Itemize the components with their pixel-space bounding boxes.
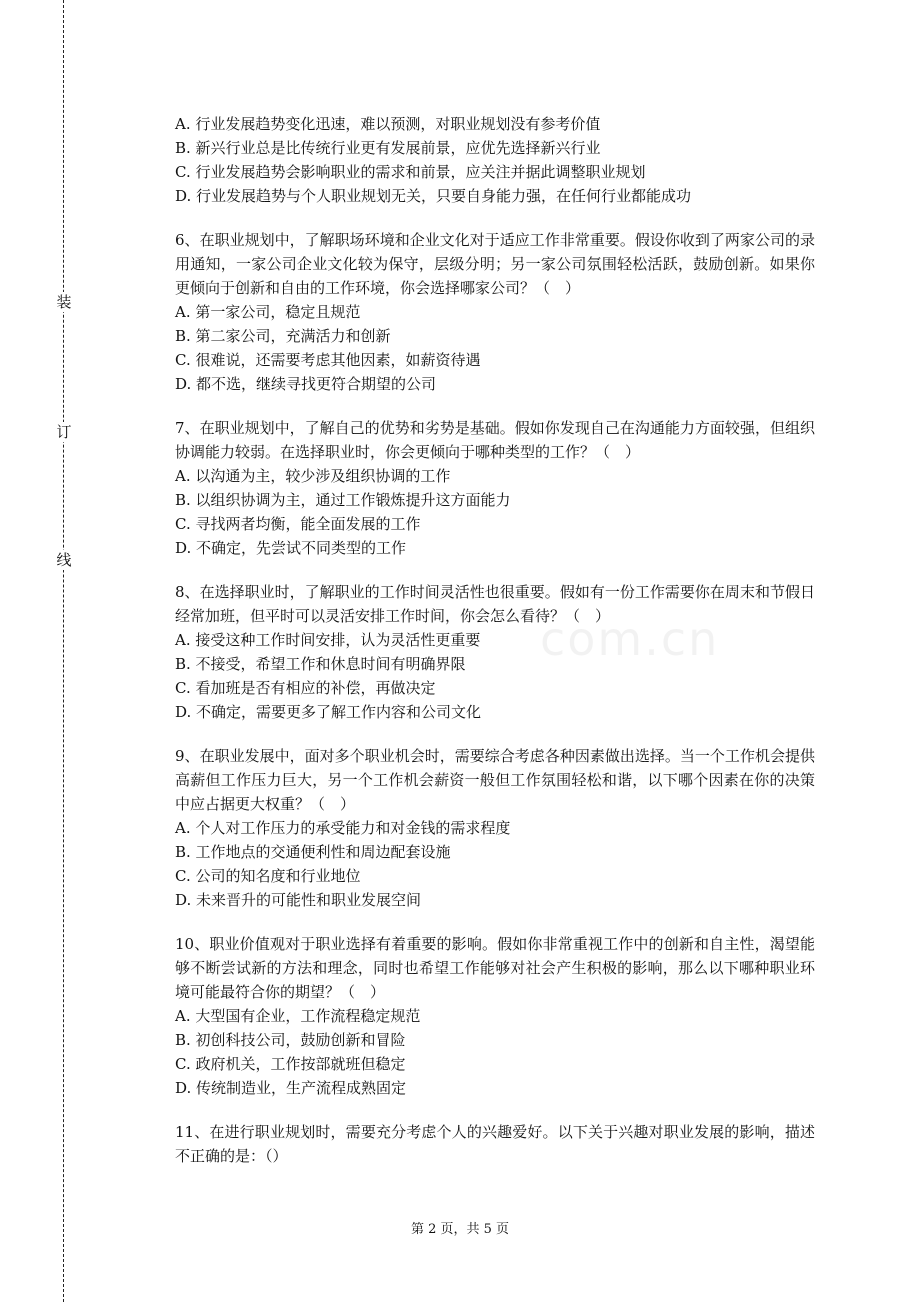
question-stem: 10、职业价值观对于职业选择有着重要的影响。假如你非常重视工作中的创新和自主性，渴望能够不断尝试新的方法和理念，同时也希望工作能够对社会产生积极的影响，那么以下哪种职业环境可能最符合你的期望？（ ） [175,935,815,1001]
question-stem: 9、在职业发展中，面对多个职业机会时，需要综合考虑各种因素做出选择。当一个工作机会提供高薪但工作压力巨大，另一个工作机会薪资一般但工作氛围轻松和谐，以下哪个因素在你的决策中应占据更大权重？（ ） [175,747,815,813]
page-footer: 第 2 页，共 5 页 [410,1222,510,1237]
option-a: A. 接受这种工作时间安排，认为灵活性更重要 [175,631,481,649]
option-c: C. 看加班是否有相应的补偿，再做决定 [175,679,436,697]
binding-dashed-line [63,0,64,1302]
page-content [175,112,815,1168]
option-d: D. 都不选，继续寻找更符合期望的公司 [175,375,437,393]
option-d: D. 不确定，先尝试不同类型的工作 [175,539,407,557]
question-9 [175,744,815,912]
option-5c: C. 行业发展趋势会影响职业的需求和前景，应关注并据此调整职业规划 [175,163,646,181]
option-c: C. 公司的知名度和行业地位 [175,867,361,885]
watermark: com.cn [540,612,720,666]
option-a: A. 大型国有企业，工作流程稳定规范 [175,1007,421,1025]
question-stem: 8、在选择职业时，了解职业的工作时间灵活性也很重要。假如有一份工作需要你在周末和节假日经常加班，但平时可以灵活安排工作时间，你会怎么看待？（ ） [175,583,815,625]
option-b: B. 第二家公司，充满活力和创新 [175,327,391,345]
question-10 [175,932,815,1100]
question-11 [175,1120,815,1168]
question-7 [175,416,815,560]
question-8 [175,580,815,724]
question-stem: 11、在进行职业规划时，需要充分考虑个人的兴趣爱好。以下关于兴趣对职业发展的影响，描述不正确的是：（） [175,1123,815,1165]
option-b: B. 初创科技公司，鼓励创新和冒险 [175,1031,406,1049]
option-a: A. 第一家公司，稳定且规范 [175,303,361,321]
binding-char-xian: 线 [56,551,72,569]
option-5a: A. 行业发展趋势变化迅速，难以预测，对职业规划没有参考价值 [175,115,601,133]
option-5d: D. 行业发展趋势与个人职业规划无关，只要自身能力强，在任何行业都能成功 [175,187,692,205]
option-d: D. 传统制造业，生产流程成熟固定 [175,1079,407,1097]
question-5-options [175,112,815,208]
question-stem: 6、在职业规划中，了解职场环境和企业文化对于适应工作非常重要。假设你收到了两家公司的录用通知，一家公司企业文化较为保守，层级分明；另一家公司氛围轻松活跃，鼓励创新。如果你更倾向于创新和自由的工作环境，你会选择哪家公司？（ ） [175,231,815,297]
option-a: A. 以沟通为主，较少涉及组织协调的工作 [175,467,451,485]
option-5b: B. 新兴行业总是比传统行业更有发展前景，应优先选择新兴行业 [175,139,601,157]
question-6 [175,228,815,396]
option-a: A. 个人对工作压力的承受能力和对金钱的需求程度 [175,819,511,837]
option-c: C. 寻找两者均衡，能全面发展的工作 [175,515,421,533]
option-c: C. 很难说，还需要考虑其他因素，如薪资待遇 [175,351,481,369]
option-b: B. 不接受，希望工作和休息时间有明确界限 [175,655,466,673]
question-stem: 7、在职业规划中，了解自己的优势和劣势是基础。假如你发现自己在沟通能力方面较强，但组织协调能力较弱。在选择职业时，你会更倾向于哪种类型的工作？（ ） [175,419,815,461]
binding-char-zhuang: 装 [56,293,72,311]
option-d: D. 不确定，需要更多了解工作内容和公司文化 [175,703,482,721]
option-d: D. 未来晋升的可能性和职业发展空间 [175,891,422,909]
option-b: B. 工作地点的交通便利性和周边配套设施 [175,843,451,861]
binding-char-ding: 订 [56,423,72,441]
option-c: C. 政府机关，工作按部就班但稳定 [175,1055,406,1073]
option-b: B. 以组织协调为主，通过工作锻炼提升这方面能力 [175,491,511,509]
